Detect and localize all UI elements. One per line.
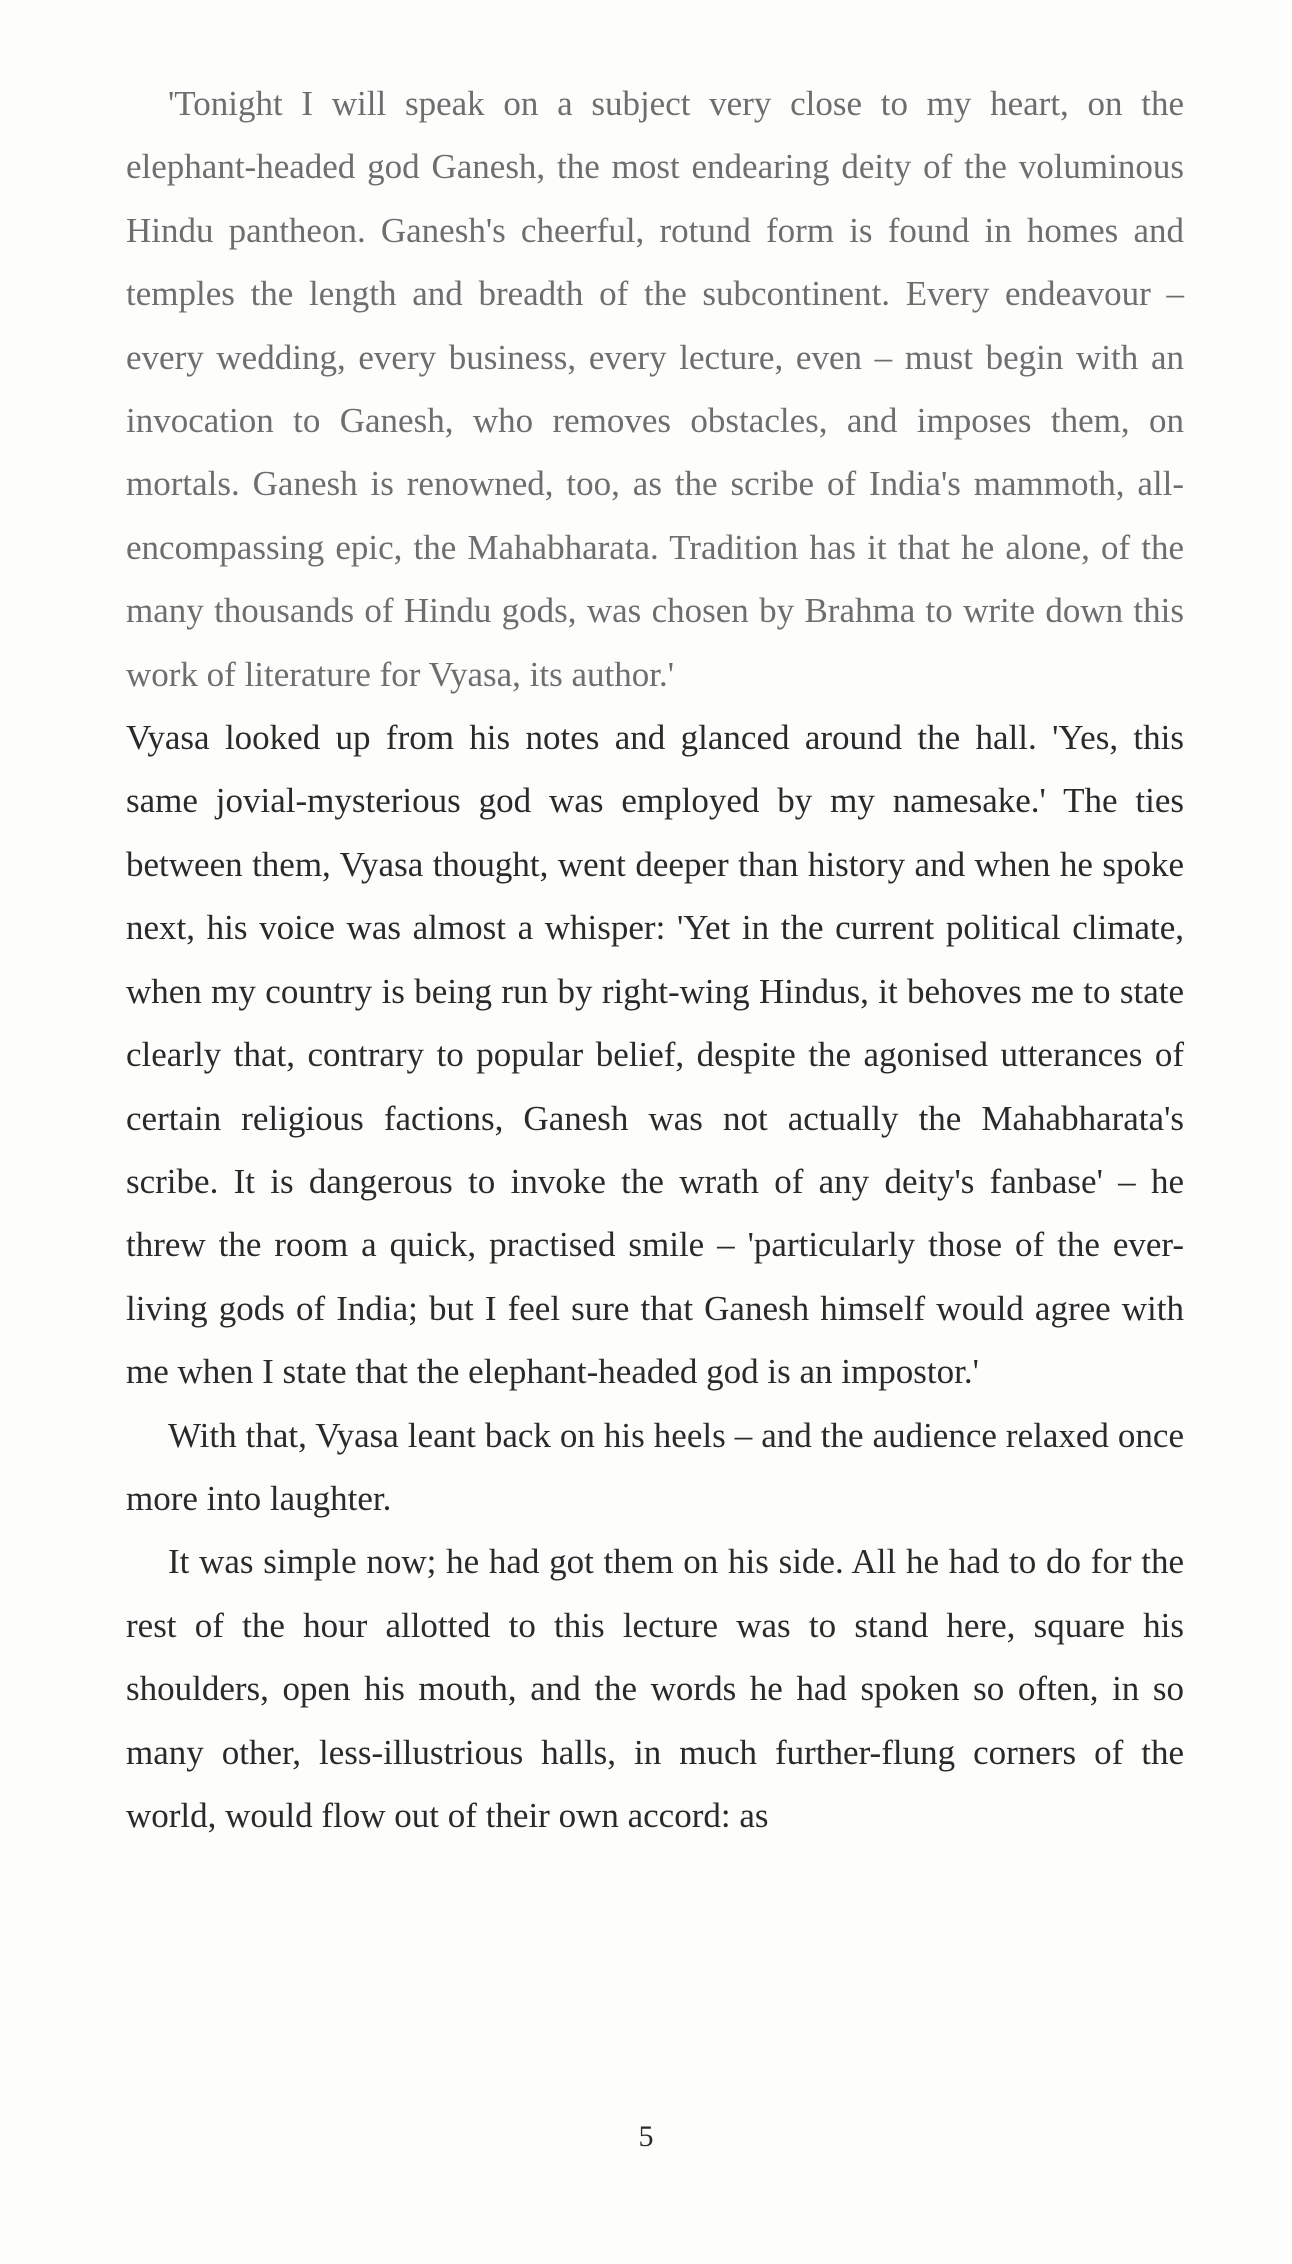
paragraph-vyasa-looked-up: Vyasa looked up from his notes and glanced around the hall. 'Yes, this same jovial-mysterious god was employed by my namesake.' The ties between them, Vyasa thought, went deeper than history and when he spoke next, his voice was almost a whisper: 'Yet in the current political climate, when my country is being run by right-wing Hindus, it behoves me to state clearly that, contrary to popular belief, despite the agonised utterances of certain religious factions, Ganesh was not actually the Mahabharata's scribe. It is dangerous to invoke the wrath of any deity's fanbase' – he threw the room a quick, practised smile – 'particularly those of the ever-living gods of India; but I feel sure that Ganesh himself would agree with me when I state that the elephant-headed god is an impostor.' bbox=[126, 718, 1184, 1392]
body-text bbox=[126, 72, 1184, 1847]
paragraph-audience-laughter: With that, Vyasa leant back on his heels – and the audience relaxed once more into laughter. bbox=[126, 1415, 1184, 1518]
paragraph-simple-now: It was simple now; he had got them on his side. All he had to do for the rest of the hour allotted to this lecture was to stand here, square his shoulders, open his mouth, and the words he had spoken so often, in so many other, less-illustrious halls, in much further-flung corners of the world, would flow out of their own accord: as bbox=[126, 1542, 1184, 1835]
page-number: 5 bbox=[638, 2120, 654, 2153]
paragraph-lecture-opening: 'Tonight I will speak on a subject very close to my heart, on the elephant-headed god Ganesh, the most endearing deity of the voluminous Hindu pantheon. Ganesh's cheerful, rotund form is found in homes and temples the length and breadth of the subcontinent. Every endeavour – every wedding, every business, every lecture, even – must begin with an invocation to Ganesh, who removes obstacles, and imposes them, on mortals. Ganesh is renowned, too, as the scribe of India's mammoth, all-encompassing epic, the Mahabharata. Tradition has it that he alone, of the many thousands of Hindu gods, was chosen by Brahma to write down this work of literature for Vyasa, its author.' bbox=[126, 84, 1184, 694]
